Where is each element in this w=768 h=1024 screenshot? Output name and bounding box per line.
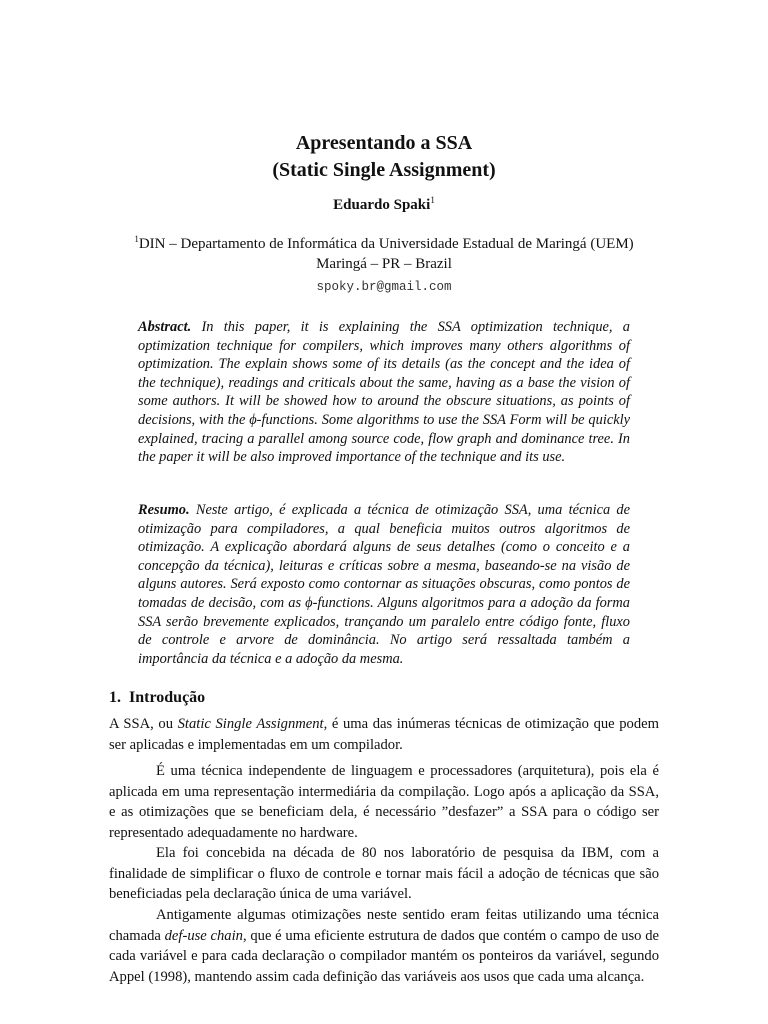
- affiliation: [0, 229, 768, 274]
- resumo-label: Resumo.: [138, 502, 190, 518]
- abstract-english: [138, 318, 630, 467]
- title-line-1: Apresentando a SSA: [295, 132, 473, 154]
- paragraph-1-text-a: A SSA, ou: [109, 716, 178, 732]
- author: [0, 195, 768, 214]
- author-email[interactable]: spoky.br@gmail.com: [316, 280, 452, 294]
- paragraph-1-text-b: , é uma das inúmeras técnicas de otimização que podem ser aplicadas e implementadas em um compilador.: [109, 716, 659, 753]
- resumo-text: Neste artigo, é explicada a técnica de otimização SSA, uma técnica de otimização para compiladores, a qual beneficia muitos outros algoritmos de otimização. A explicação abordará alguns de seus detalhes (como o conceito e a concepção da técnica), leituras e críticas sobre a mesma, baseando-se na visão de alguns autores. Será exposto como contornar as situações obscuras, como pontos de tomadas de decisão, com as ϕ-functions. Alguns algoritmos para a adoção da forma SSA serão brevemente explicados, trançando um paralelo entre código fonte, fluxo de controle e arvore de dominância. No artigo será ressaltada também a importância da técnica e a adoção da mesma.: [138, 502, 630, 667]
- section-number: 1.: [109, 689, 121, 706]
- paragraph-1-italic: Static Single Assignment: [177, 716, 324, 732]
- affiliation-line-2: Maringá – PR – Brazil: [316, 256, 452, 272]
- abstract-text: In this paper, it is explaining the SSA optimization technique, a optimization technique for compilers, which improves many others algorithms of optimization. The explain shows some of its details (as the concept and the idea of the technique), readings and criticals about the same, having as a base the vision of some authors. It will be showed how to around the obscure situations, as points of decisions, with the ϕ-functions. Some algorithms to use the SSA Form will be quickly explained, tracing a parallel among source code, flow graph and dominance tree. In the paper it will be also improved importance of the technique and its use.: [138, 319, 630, 466]
- paragraph-4-italic: def-use chain: [164, 927, 243, 944]
- paragraph-1: [109, 714, 659, 755]
- title-line-2: (Static Single Assignment): [272, 159, 496, 181]
- paragraph-4: [109, 905, 659, 987]
- paper-title: [0, 130, 768, 184]
- paragraph-4-text-a: Antigamente algumas otimizações neste sentido eram feitas utilizando uma técnica chamada: [109, 907, 659, 944]
- affiliation-mark: 1: [134, 234, 139, 244]
- section-title: Introdução: [129, 689, 206, 706]
- paragraph-4-text-b: , que é uma eficiente estrutura de dados que contém o campo de uso de cada variável e para cada declaração o compilador mantém os ponteiros da variável, segundo Appel (1998), mantendo assim cada definição das variáveis aos usos que cada uma alcança.: [109, 927, 659, 985]
- paragraph-3: Ela foi concebida na década de 80 nos laboratório de pesquisa da IBM, com a finalidade de simplificar o fluxo de controle e tornar mais fácil a adoção de técnicas que são beneficiadas pela declaração única de uma variável.: [109, 845, 659, 902]
- section-heading: [109, 689, 205, 707]
- paragraph-2: É uma técnica independente de linguagem e processadores (arquitetura), pois ela é aplicada em uma representação intermediária da compilação. Logo após a aplicação da SSA, e as otimizações que se beneficiam dela, é necessário ”desfazer” a SSA para o código ser representado adequadamente no hardware.: [109, 763, 659, 841]
- abstract-label: Abstract.: [138, 319, 192, 335]
- affiliation-line-1: [0, 229, 768, 254]
- affiliation-line-1-text: DIN – Departamento de Informática da Universidade Estadual de Maringá (UEM): [138, 236, 634, 252]
- abstract-portuguese: [138, 501, 630, 668]
- author-mark: 1: [430, 195, 435, 205]
- author-name: Eduardo Spaki: [333, 197, 431, 213]
